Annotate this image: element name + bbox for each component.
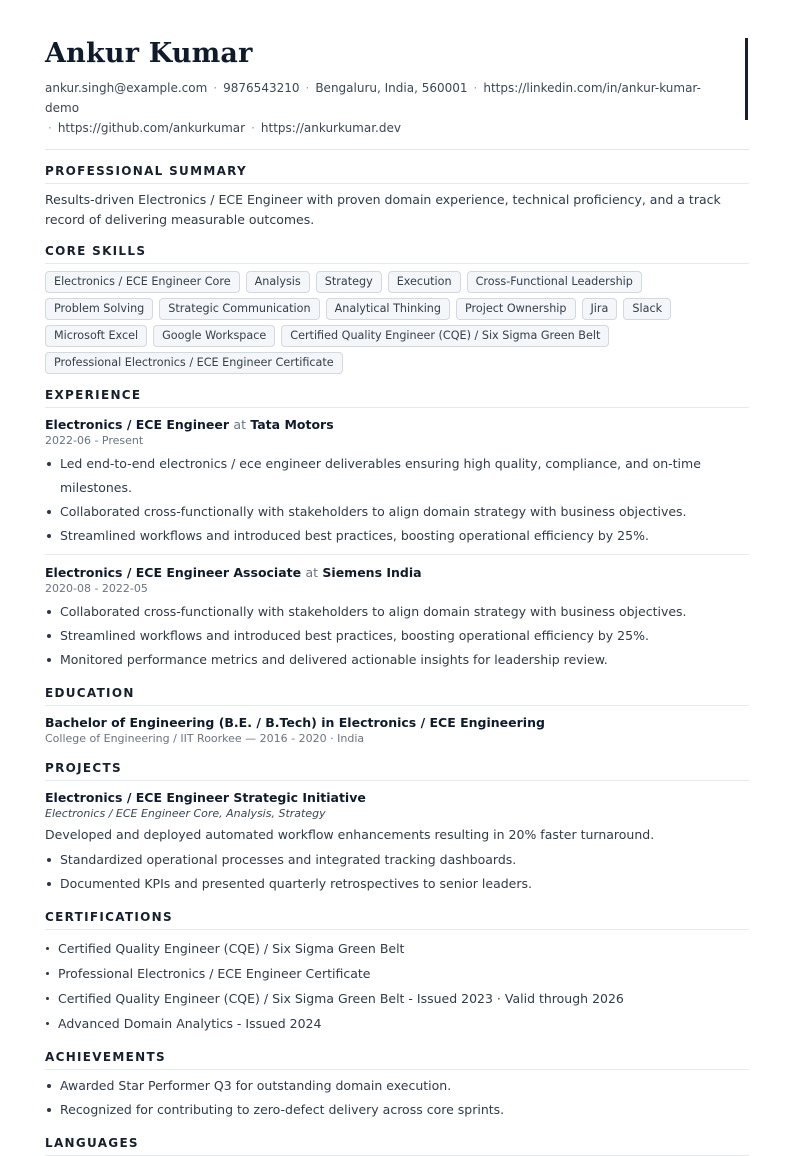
skill-chip: Project Ownership: [456, 298, 576, 320]
skills-section: [45, 243, 749, 374]
job-bullet: Monitored performance metrics and delivered actionable insights for leadership review.: [45, 648, 749, 672]
certification-item: Certified Quality Engineer (CQE) / Six Sigma Green Belt - Issued 2023 · Valid through 2026: [45, 986, 749, 1011]
project-name: Electronics / ECE Engineer Strategic Initiative: [45, 790, 366, 805]
section-title-projects: PROJECTS: [45, 760, 749, 781]
section-title-experience: EXPERIENCE: [45, 387, 749, 408]
section-title-education: EDUCATION: [45, 685, 749, 706]
header-divider: [45, 149, 749, 150]
contact-separator: ·: [305, 81, 310, 95]
linkedin-link[interactable]: https://linkedin.com/in/ankur-kumar-demo: [45, 81, 701, 115]
job-company: Tata Motors: [250, 417, 334, 432]
skill-chip: Professional Electronics / ECE Engineer Certificate: [45, 352, 343, 374]
project-bullets: [45, 848, 749, 896]
website-link[interactable]: https://ankurkumar.dev: [260, 121, 401, 135]
location-text: Bengaluru, India, 560001: [315, 81, 468, 95]
job-dates: 2022-06 - Present: [45, 434, 144, 447]
skill-chip: Strategic Communication: [159, 298, 319, 320]
job-at: at: [305, 565, 319, 580]
skill-chip: Certified Quality Engineer (CQE) / Six Sigma Green Belt: [281, 325, 609, 347]
job-dates: 2020-08 - 2022-05: [45, 582, 148, 595]
languages-section: [45, 1135, 749, 1156]
education-entry: [45, 714, 749, 747]
degree-title: Bachelor of Engineering (B.E. / B.Tech) in Electronics / ECE Engineering: [45, 715, 545, 730]
job-company: Siemens India: [322, 565, 422, 580]
skill-chip: Microsoft Excel: [45, 325, 147, 347]
project-entry: [45, 789, 749, 896]
project-description: Developed and deployed automated workflow enhancements resulting in 20% faster turnaround.: [45, 827, 655, 842]
job-bullet: Led end-to-end electronics / ece engineer deliverables ensuring high quality, compliance, and on-time milestones.: [45, 452, 749, 500]
skill-chip: Analytical Thinking: [326, 298, 450, 320]
resume-header: [45, 0, 749, 150]
job-bullet: Streamlined workflows and introduced best practices, boosting operational efficiency by 25%.: [45, 624, 749, 648]
job-entry: [45, 416, 749, 555]
skill-chip: Electronics / ECE Engineer Core: [45, 271, 240, 293]
certification-item: Advanced Domain Analytics - Issued 2024: [45, 1011, 749, 1036]
job-bullet: Collaborated cross-functionally with stakeholders to align domain strategy with business objectives.: [45, 500, 749, 524]
contact-separator: ·: [48, 121, 52, 135]
certification-item: Certified Quality Engineer (CQE) / Six Sigma Green Belt: [45, 936, 749, 961]
contact-line: [45, 78, 725, 138]
achievement-item: Awarded Star Performer Q3 for outstanding domain execution.: [45, 1074, 749, 1098]
education-section: [45, 685, 749, 747]
section-title-achievements: ACHIEVEMENTS: [45, 1049, 749, 1070]
contact-separator: ·: [473, 81, 478, 95]
job-bullet: Collaborated cross-functionally with stakeholders to align domain strategy with business objectives.: [45, 600, 749, 624]
skill-chip: Google Workspace: [153, 325, 275, 347]
summary-section: [45, 163, 749, 230]
section-title-certifications: CERTIFICATIONS: [45, 909, 749, 930]
section-title-summary: PROFESSIONAL SUMMARY: [45, 163, 749, 184]
job-at: at: [233, 417, 246, 432]
achievements-list: [45, 1074, 749, 1122]
section-title-languages: LANGUAGES: [45, 1135, 749, 1156]
certification-item: Professional Electronics / ECE Engineer Certificate: [45, 961, 749, 986]
job-divider: [45, 554, 749, 555]
skill-chip: Problem Solving: [45, 298, 153, 320]
job-heading: [45, 416, 749, 433]
header-accent-bar: [745, 38, 748, 120]
skills-list: [45, 271, 749, 374]
job-heading: [45, 564, 749, 581]
project-bullet: Standardized operational processes and integrated tracking dashboards.: [45, 848, 749, 872]
skill-chip: Jira: [582, 298, 618, 320]
skill-chip: Slack: [623, 298, 671, 320]
achievements-section: [45, 1049, 749, 1122]
certifications-list: [45, 936, 749, 1036]
projects-section: [45, 760, 749, 896]
skill-chip: Strategy: [316, 271, 382, 293]
education-meta: College of Engineering / IIT Roorkee — 2016 - 2020 · India: [45, 732, 365, 745]
job-role: Electronics / ECE Engineer Associate: [45, 565, 302, 580]
achievement-item: Recognized for contributing to zero-defect delivery across core sprints.: [45, 1098, 749, 1122]
phone-text: 9876543210: [223, 81, 300, 95]
skill-chip: Execution: [388, 271, 461, 293]
contact-separator: ·: [251, 121, 255, 135]
github-link[interactable]: https://github.com/ankurkumar: [57, 121, 246, 135]
project-bullet: Documented KPIs and presented quarterly retrospectives to senior leaders.: [45, 872, 749, 896]
resume-page: [45, 0, 749, 1156]
experience-section: [45, 387, 749, 672]
job-entry: [45, 564, 749, 672]
email-link[interactable]: ankur.singh@example.com: [45, 81, 208, 95]
job-bullets: [45, 600, 749, 672]
skill-chip: Analysis: [246, 271, 310, 293]
candidate-name: Ankur Kumar: [45, 38, 253, 69]
project-tags: Electronics / ECE Engineer Core, Analysis, Strategy: [45, 807, 326, 820]
certifications-section: [45, 909, 749, 1036]
skill-chip: Cross-Functional Leadership: [467, 271, 642, 293]
job-role: Electronics / ECE Engineer: [45, 417, 230, 432]
contact-separator: ·: [213, 81, 218, 95]
job-bullets: [45, 452, 749, 548]
section-title-skills: CORE SKILLS: [45, 243, 749, 264]
summary-text: Results-driven Electronics / ECE Engineer with proven domain experience, technical proficiency, and a track record of delivering measurable outcomes.: [45, 192, 721, 227]
job-bullet: Streamlined workflows and introduced best practices, boosting operational efficiency by 25%.: [45, 524, 749, 548]
